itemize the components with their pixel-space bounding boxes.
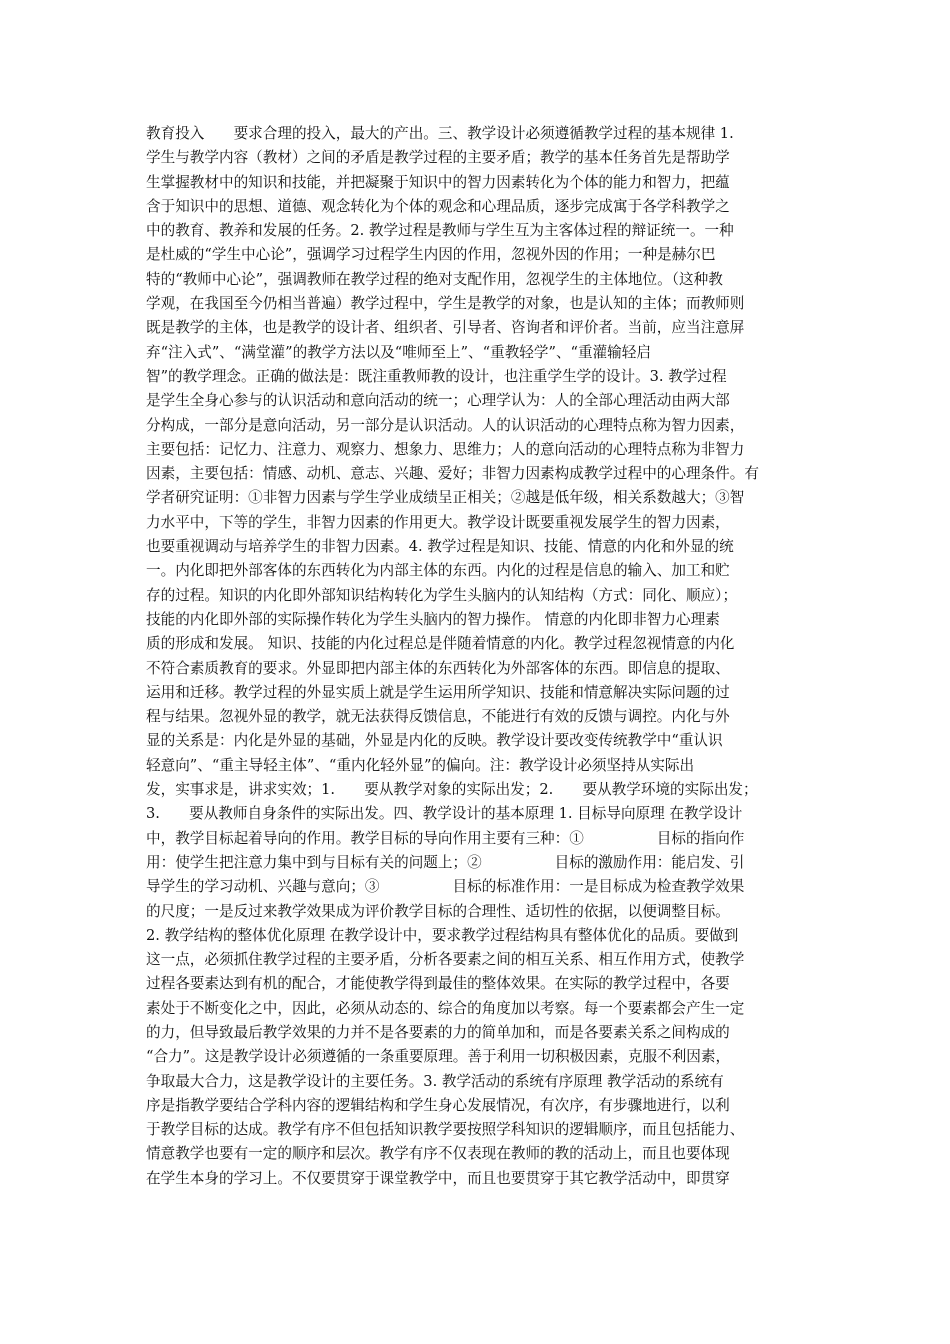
text-line: 存的过程。知识的内化即外部知识结构转化为学生头脑内的认知结构（方式：同化、顺应）；	[146, 586, 738, 604]
text-line: 在学生本身的学习上。不仅要贯穿于课堂教学中，而且也要贯穿于其它教学活动中，即贯穿	[146, 1169, 730, 1187]
text-line: 既是教学的主体，也是教学的设计者、组织者、引导者、咨询者和评价者。当前，应当注意屏	[146, 319, 745, 337]
text-line: 中的教育、教养和发展的任务。2. 教学过程是教师与学生互为主客体过程的辩证统一。一种	[146, 222, 734, 240]
text-line: 轻意向”、“重主导轻主体”、“重内化轻外显”的偏向。注：教学设计必须坚持从实际出	[146, 756, 695, 774]
text-line: 是杜威的“学生中心论”，强调学习过程学生内因的作用，忽视外因的作用；一种是赫尔巴	[146, 246, 716, 264]
text-line: 生掌握教材中的知识和技能，并把凝聚于知识中的智力因素转化为个体的能力和智力，把蕴	[146, 173, 730, 191]
text-line: 导学生的学习动机、兴趣与意向；③ 目标的标准作用：一是目标成为检查教学效果	[146, 878, 745, 896]
text-line: 教育投入 要求合理的投入，最大的产出。三、教学设计必须遵循教学过程的基本规律 1.	[146, 125, 734, 142]
text-line: 2. 教学结构的整体优化原理 在教学设计中，要求教学过程结构具有整体优化的品质。要做到	[146, 926, 739, 944]
text-line: 质的形成和发展。 知识、技能的内化过程总是伴随着情意的内化。教学过程忽视情意的内化	[146, 635, 735, 653]
text-line: 过程各要素达到有机的配合，才能使教学得到最佳的整体效果。在实际的教学过程中，各要	[146, 975, 730, 993]
text-line: 情意教学也要有一定的顺序和层次。教学有序不仅表现在教师的教的活动上，而且也要体现	[146, 1145, 730, 1163]
text-line: 一。内化即把外部客体的东西转化为内部主体的东西。内化的过程是信息的输入、加工和贮	[146, 562, 730, 580]
text-line: 也要重视调动与培养学生的非智力因素。4. 教学过程是知识、技能、情意的内化和外显的统	[146, 538, 734, 556]
text-line: 于教学目标的达成。教学有序不但包括知识教学要按照学科知识的逻辑顺序，而且包括能力、	[146, 1121, 745, 1139]
text-line: 学观，在我国至今仍相当普遍）教学过程中，学生是教学的对象，也是认知的主体；而教师则	[146, 295, 745, 313]
text-line: 运用和迁移。教学过程的外显实质上就是学生运用所学知识、技能和情意解决实际问题的过	[146, 683, 730, 701]
text-line: 主要包括：记忆力、注意力、观察力、想象力、思维力；人的意向活动的心理特点称为非智力	[146, 440, 745, 458]
text-line: 分构成，一部分是意向活动，另一部分是认识活动。人的认识活动的心理特点称为智力因素，	[146, 416, 745, 434]
text-line: 争取最大合力，这是教学设计的主要任务。3. 教学活动的系统有序原理 教学活动的系统有	[146, 1072, 724, 1090]
text-line: 含于知识中的思想、道德、观念转化为个体的观念和心理品质，逐步完成寓于各学科教学之	[146, 197, 730, 215]
text-line: 的力，但导致最后教学效果的力并不是各要素的力的简单加和，而是各要素关系之间构成的	[146, 1023, 730, 1041]
text-line: 力水平中，下等的学生，非智力因素的作用更大。教学设计既要重视发展学生的智力因素，	[146, 513, 730, 531]
text-line: 不符合素质教育的要求。外显即把内部主体的东西转化为外部客体的东西。即信息的提取、	[146, 659, 730, 677]
text-line: 程与结果。忽视外显的教学，就无法获得反馈信息，不能进行有效的反馈与调控。内化与外	[146, 708, 730, 726]
text-line: 技能的内化即外部的实际操作转化为学生头脑内的智力操作。 情意的内化即非智力心理素	[146, 610, 720, 628]
text-line: 序是指教学要结合学科内容的逻辑结构和学生身心发展情况，有次序，有步骤地进行，以利	[146, 1096, 730, 1114]
text-line: 弃“注入式”、“满堂灌”的教学方法以及“唯师至上”、“重教轻学”、“重灌输轻启	[146, 343, 651, 361]
body-text	[146, 122, 818, 1191]
text-line: 学者研究证明：①非智力因素与学生学业成绩呈正相关；②越是低年级，相关系数越大；③智	[146, 489, 745, 507]
text-line: 的尺度；一是反过来教学效果成为评价教学目标的合理性、适切性的依据，以便调整目标。	[146, 902, 730, 920]
text-line: 因素，主要包括：情感、动机、意志、兴趣、爱好；非智力因素构成教学过程中的心理条件。有	[146, 465, 759, 483]
text-line: 中，教学目标起着导向的作用。教学目标的导向作用主要有三种：① 目标的指向作	[146, 829, 745, 847]
text-line: “合力”。这是教学设计必须遵循的一条重要原理。善于利用一切积极因素，克服不利因素，	[146, 1048, 731, 1066]
text-line: 是学生全身心参与的认识活动和意向活动的统一；心理学认为：人的全部心理活动由两大部	[146, 392, 730, 410]
text-line: 素处于不断变化之中，因此，必须从动态的、综合的角度加以考察。每一个要素都会产生一定	[146, 999, 745, 1017]
text-line: 显的关系是：内化是外显的基础，外显是内化的反映。教学设计要改变传统教学中“重认识	[146, 732, 723, 750]
text-line: 智”的教学理念。正确的做法是：既注重教师教的设计，也注重学生学的设计。3. 教学过程	[146, 367, 727, 385]
text-line: 用：使学生把注意力集中到与目标有关的问题上；② 目标的激励作用：能启发、引	[146, 853, 745, 871]
text-line: 发，实事求是，讲求实效；1. 要从教学对象的实际出发；2. 要从教学环境的实际出发；	[146, 781, 758, 799]
text-line: 这一点，必须抓住教学过程的主要矛盾，分析各要素之间的相互关系、相互作用方式，使教学	[146, 951, 745, 969]
text-line: 3. 要从教师自身条件的实际出发。四、教学设计的基本原理 1. 目标导向原理 在教学设计	[146, 805, 743, 823]
text-line: 学生与教学内容（教材）之间的矛盾是教学过程的主要矛盾；教学的基本任务首先是帮助学	[146, 149, 730, 167]
text-line: 特的“教师中心论”，强调教师在教学过程的绝对支配作用，忽视学生的主体地位。（这种教	[146, 270, 723, 288]
